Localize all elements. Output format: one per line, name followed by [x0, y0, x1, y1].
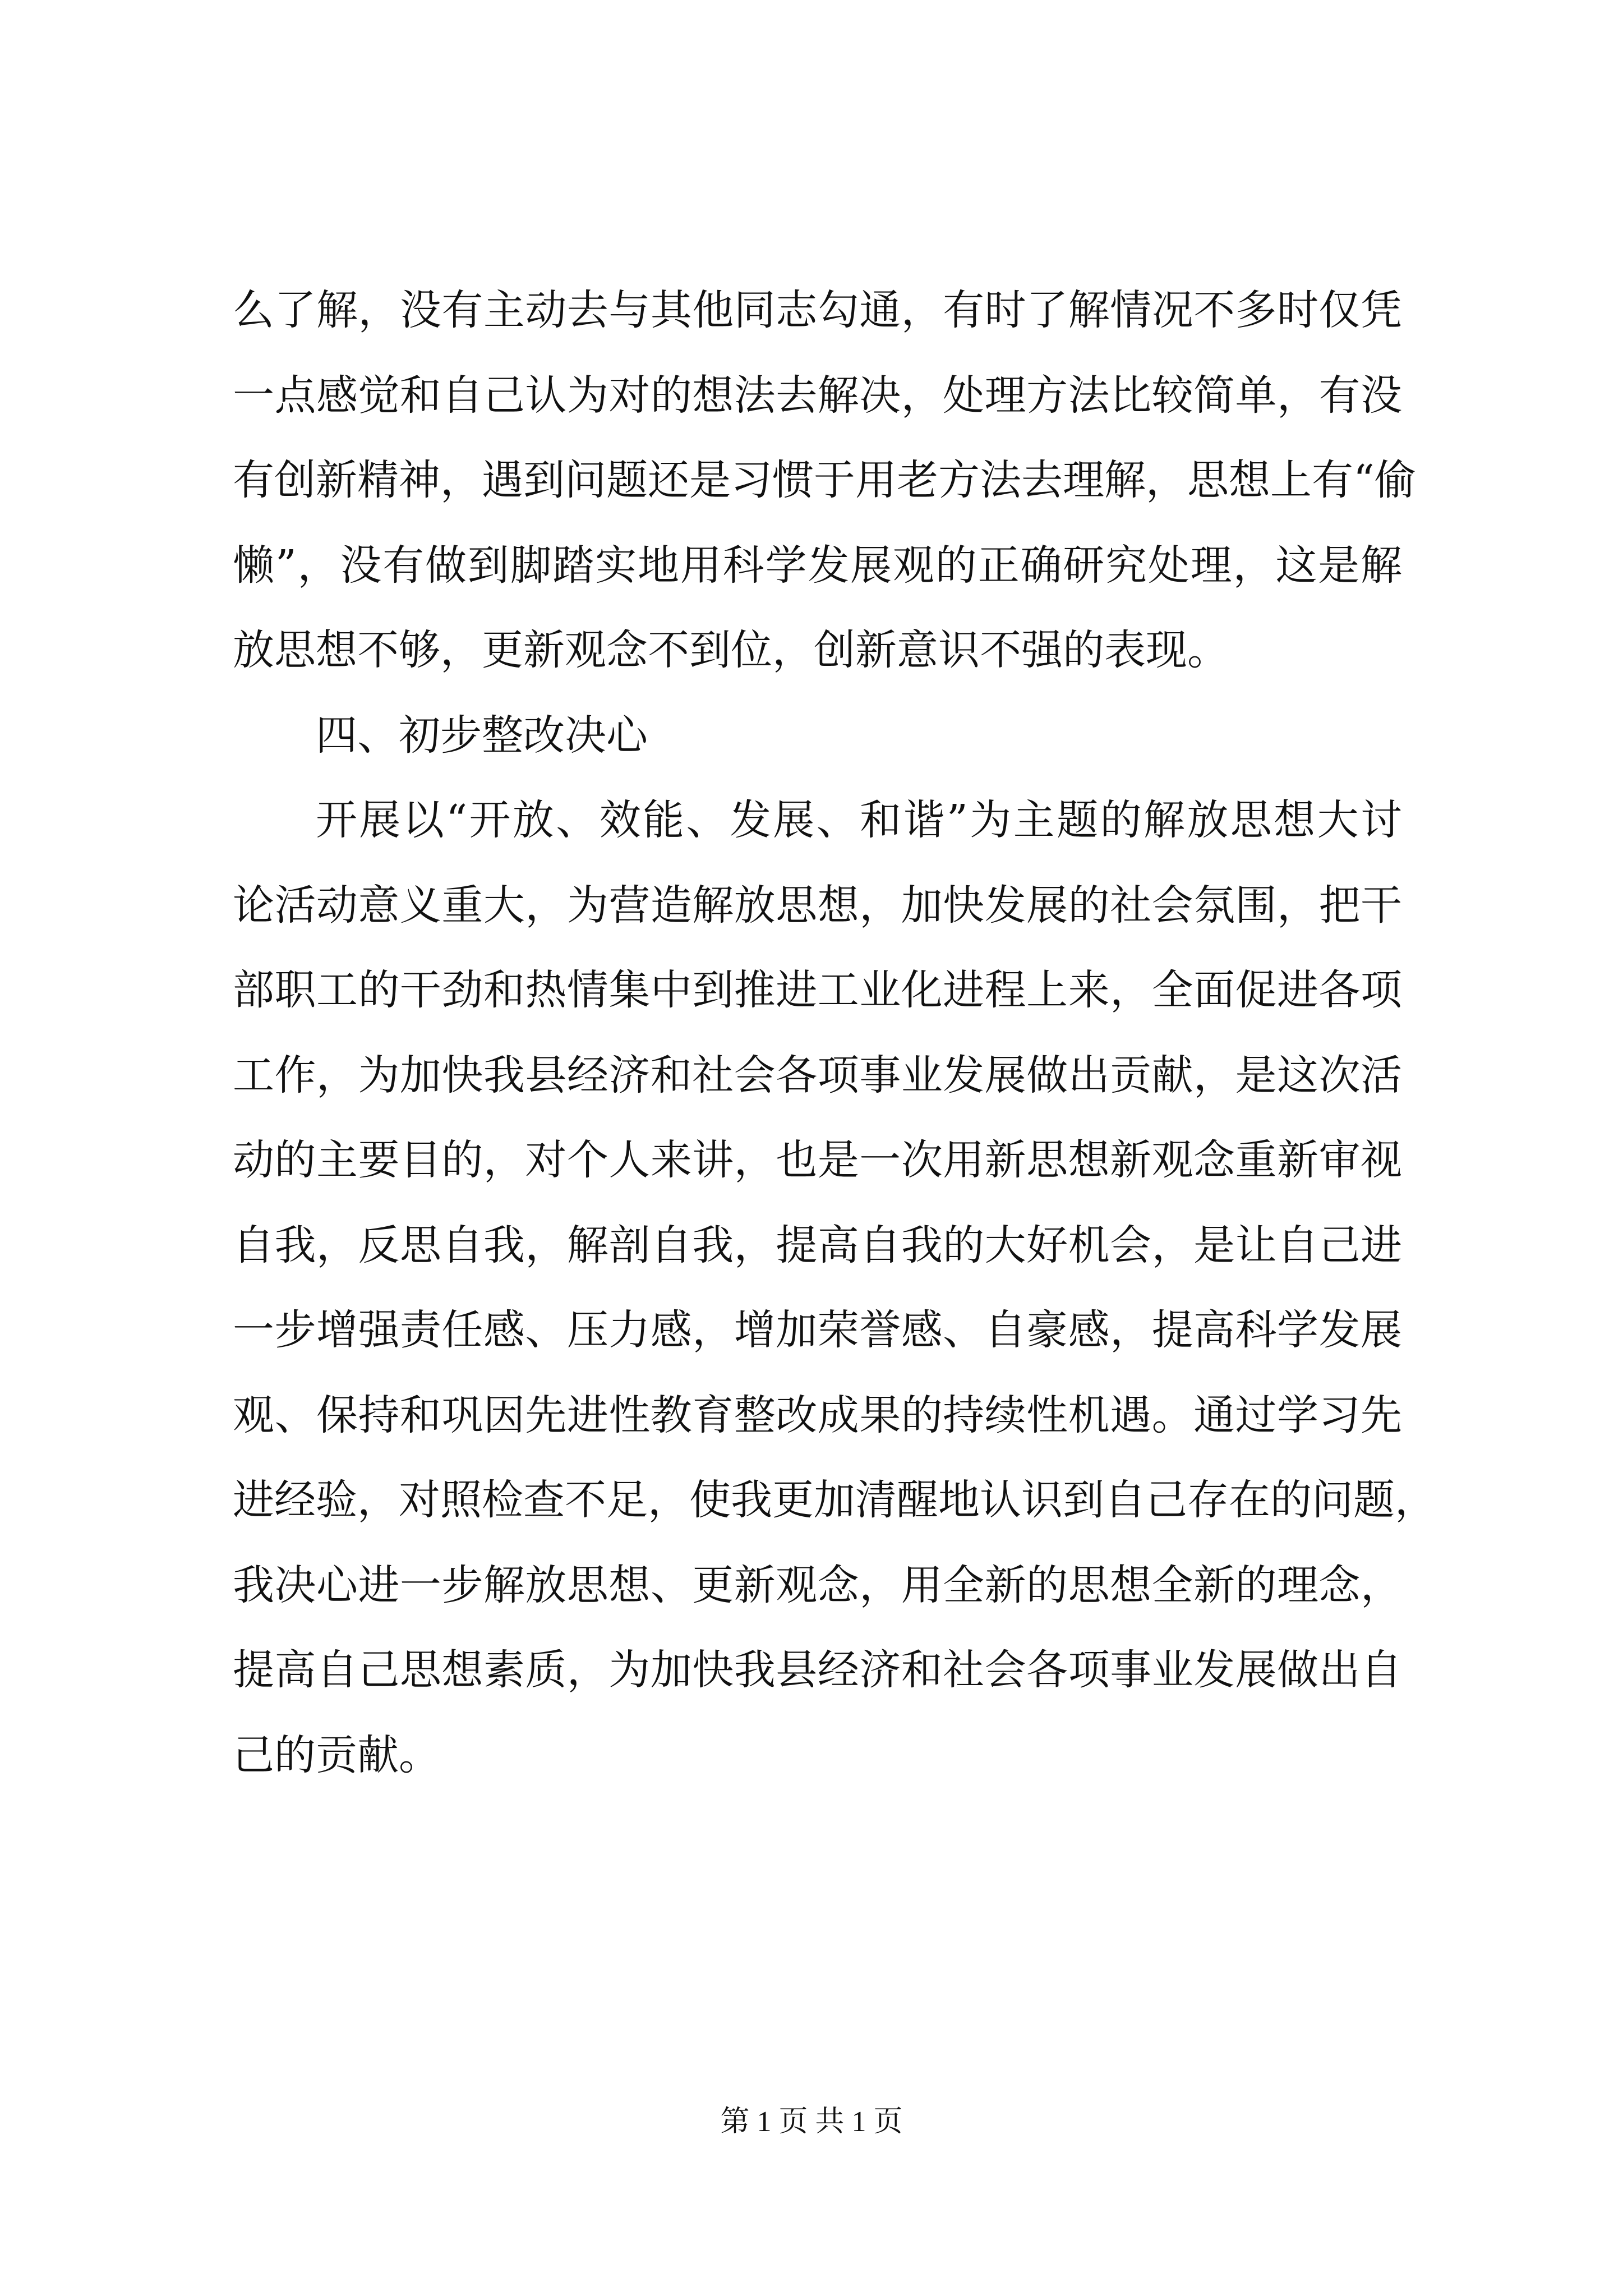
section-heading: 四、初步整改决心: [316, 711, 648, 760]
paragraph-2-line: 开展以“开放、效能、发展、和谐”为主题的解放思想大讨: [316, 796, 1402, 844]
paragraph-2-line: 观、保持和巩因先进性教育整改成果的持续性机遇。通过学习先: [233, 1391, 1402, 1439]
paragraph-2-line: 部职工的干劲和热情集中到推进工业化进程上来，全面促进各项: [233, 966, 1402, 1014]
paragraph-2-line: 动的主要目的，对个人来讲，也是一次用新思想新观念重新审视: [233, 1136, 1402, 1184]
paragraph-2-line: 自我，反思自我，解剖自我，提高自我的大好机会，是让自己进: [233, 1221, 1402, 1269]
paragraph-2-line: 己的贡献。: [233, 1731, 440, 1779]
paragraph-1-line: 么了解，没有主动去与其他同志勾通，有时了解情况不多时仅凭: [233, 286, 1402, 334]
paragraph-2-line: 工作，为加快我县经济和社会各项事业发展做出贡献，是这次活: [233, 1051, 1402, 1099]
paragraph-2-line: 我决心进一步解放思想、更新观念，用全新的思想全新的理念，: [233, 1561, 1402, 1609]
paragraph-1-line: 放思想不够，更新观念不到位，创新意识不强的表现。: [233, 626, 1229, 674]
paragraph-1-line: 懒”，没有做到脚踏实地用科学发展观的正确研究处理，这是解: [233, 541, 1402, 590]
paragraph-1-line: 一点感觉和自己认为对的想法去解决，处理方法比较简单，有没: [233, 371, 1402, 420]
paragraph-1-line: 有创新精神，遇到问题还是习惯于用老方法去理解，思想上有“偷: [233, 456, 1416, 504]
paragraph-2-line: 提高自己思想素质，为加快我县经济和社会各项事业发展做出自: [233, 1646, 1402, 1694]
page-number-footer: 第 1 页 共 1 页: [720, 2106, 903, 2138]
paragraph-2-line: 进经验，对照检查不足，使我更加清醒地认识到自己存在的问题，: [233, 1476, 1436, 1524]
paragraph-2-line: 一步增强责任感、压力感，增加荣誉感、自豪感，提高科学发展: [233, 1306, 1402, 1354]
paragraph-2-line: 论活动意义重大，为营造解放思想，加快发展的社会氛围，把干: [233, 881, 1402, 930]
document-body: [233, 268, 1436, 1798]
